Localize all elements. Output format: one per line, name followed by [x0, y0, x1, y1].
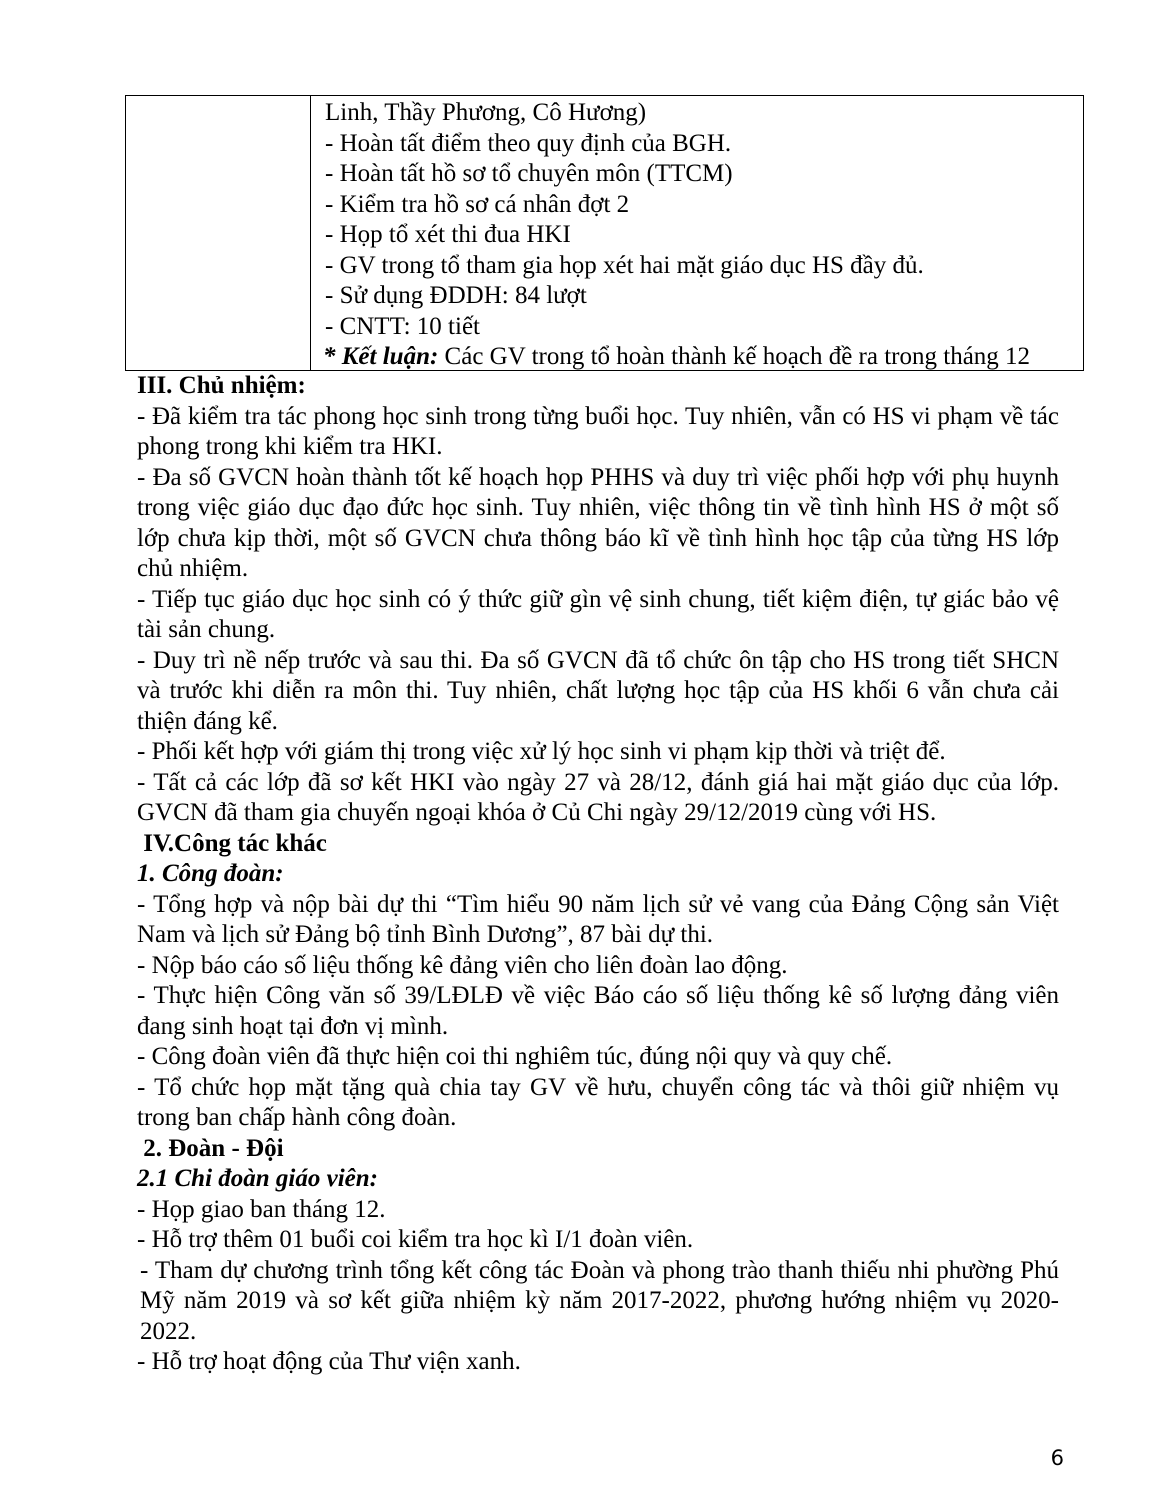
table-line: - CNTT: 10 tiết: [325, 312, 480, 340]
paragraph: - Họp giao ban tháng 12.: [137, 1195, 386, 1223]
table-left-cell: [126, 96, 311, 370]
conclusion-text: Các GV trong tổ hoàn thành kế hoạch đề ra trong tháng 12: [438, 343, 1031, 370]
section-3-heading: III. Chủ nhiệm:: [137, 372, 306, 399]
table-line: - Hoàn tất điểm theo quy định của BGH.: [325, 129, 732, 157]
paragraph: - Duy trì nề nếp trước và sau thi. Đa số GVCN đã tổ chức ôn tập cho HS trong tiết SHCN và trước khi diễn ra môn thi. Tuy nhiên, chất lượng học tập của HS khối 6 vẫn chưa cải thiện đáng kể.: [137, 646, 1059, 735]
paragraph: - Phối kết hợp với giám thị trong việc xử lý học sinh vi phạm kịp thời và triệt để.: [137, 738, 946, 765]
subsection-1-heading: 1. Công đoàn:: [137, 860, 284, 887]
table-right-cell: [311, 96, 1083, 370]
paragraph: - Tiếp tục giáo dục học sinh có ý thức giữ gìn vệ sinh chung, tiết kiệm điện, tự giác bảo vệ tài sản chung.: [137, 585, 1059, 643]
section-4-heading: IV.Công tác khác: [137, 829, 327, 857]
table-line: - Họp tổ xét thi đua HKI: [325, 221, 571, 248]
table-line: - GV trong tổ tham gia họp xét hai mặt giáo dục HS đầy đủ.: [325, 251, 924, 279]
conclusion-label: * Kết luận:: [323, 343, 439, 370]
paragraph: - Đa số GVCN hoàn thành tốt kế hoạch họp PHHS và duy trì việc phối hợp với phụ huynh trong việc giáo dục đạo đức học sinh. Tuy nhiên, việc thông tin về tình hình HS ở một số lớp chưa kịp thời, một số GVCN chưa thông báo kĩ về tình hình học tập của từng HS lớp chủ nhiệm.: [137, 463, 1059, 582]
table-line: - Sử dụng ĐDDH: 84 lượt: [325, 282, 587, 309]
paragraph: - Công đoàn viên đã thực hiện coi thi nghiêm túc, đúng nội quy và quy chế.: [137, 1043, 893, 1070]
paragraph: - Tổ chức họp mặt tặng quà chia tay GV về hưu, chuyển công tác và thôi giữ nhiệm vụ trong ban chấp hành công đoàn.: [137, 1073, 1059, 1131]
paragraph: - Tham dự chương trình tổng kết công tác Đoàn và phong trào thanh thiếu nhi phường Phú Mỹ năm 2019 và sơ kết giữa nhiệm kỳ năm 2017-2022, phương hướng nhiệm vụ 2020-2022.: [140, 1256, 1059, 1345]
paragraph: - Nộp báo cáo số liệu thống kê đảng viên cho liên đoàn lao động.: [137, 951, 788, 979]
paragraph: - Tất cả các lớp đã sơ kết HKI vào ngày 27 và 28/12, đánh giá hai mặt giáo dục của lớp. GVCN đã tham gia chuyến ngoại khóa ở Củ Chi ngày 29/12/2019 cùng với HS.: [137, 768, 1059, 826]
document-body: [137, 371, 1059, 1378]
table-line: Linh, Thầy Phương, Cô Hương): [325, 99, 647, 126]
subsection-2-1-heading: 2.1 Chi đoàn giáo viên:: [137, 1165, 378, 1192]
table-conclusion: [323, 342, 1083, 373]
paragraph: - Tổng hợp và nộp bài dự thi “Tìm hiểu 90 năm lịch sử vẻ vang của Đảng Cộng sản Việt Nam và lịch sử Đảng bộ tỉnh Bình Dương”, 87 bài dự thi.: [137, 890, 1059, 948]
carryover-table: [125, 95, 1084, 371]
table-line: - Kiểm tra hồ sơ cá nhân đợt 2: [325, 190, 630, 218]
table-line: - Hoàn tất hồ sơ tổ chuyên môn (TTCM): [325, 160, 733, 187]
subsection-2-heading: 2. Đoàn - Đội: [137, 1134, 284, 1162]
paragraph: - Hỗ trợ thêm 01 buổi coi kiểm tra học kì I/1 đoàn viên.: [137, 1226, 694, 1253]
paragraph: - Hỗ trợ hoạt động của Thư viện xanh.: [137, 1348, 521, 1375]
page-number: 6: [1050, 1446, 1064, 1470]
paragraph: - Thực hiện Công văn số 39/LĐLĐ về việc Báo cáo số liệu thống kê số lượng đảng viên đang sinh hoạt tại đơn vị mình.: [137, 982, 1059, 1040]
paragraph: - Đã kiểm tra tác phong học sinh trong từng buổi học. Tuy nhiên, vẫn có HS vi phạm về tác phong trong khi kiểm tra HKI.: [137, 402, 1059, 460]
